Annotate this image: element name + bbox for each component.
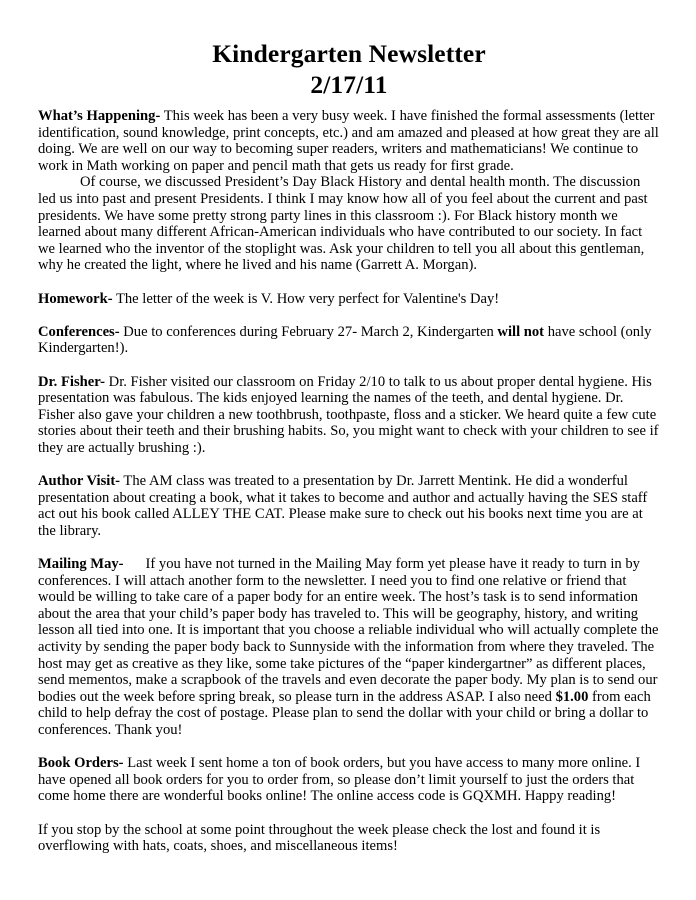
section-whats-happening [38, 108, 660, 174]
section-label-whats-happening: What’s Happening- [38, 108, 161, 124]
section-homework [38, 291, 660, 308]
section-text-mailing-may-part-1: If you have not turned in the Mailing May form yet please have it ready to turn in by conferences. I will attach another form to the newsletter. I need you to find one relative or friend that would be willing to take care of a paper body for an entire week. The host’s task is to send information about the area that your child’s paper body has traveled to. This will be geography, history, and writing lesson all tied into one. It is important that you choose a reliable individual who will actually complete the activity by sending the paper body back to Sunnyside with the information from where they traveled. The host may get as creative as they like, some take pictures of the “paper kindergartner” as different places, send mementos, make a scrapbook of the travels and even decorate the paper body. My plan is to send our bodies out the week before spring break, so please turn in the address ASAP. I also need [38, 556, 659, 705]
section-text-lost-and-found: If you stop by the school at some point throughout the week please check the lost and found it is overflowing with hats, coats, shoes, and miscellaneous items! [38, 821, 601, 855]
section-conferences [38, 324, 660, 357]
section-text-whats-happening: This week has been a very busy week. I have finished the formal assessments (letter identification, sound knowledge, print concepts, etc.) and am amazed and pleased at how great they are all doing. We are well on our way to becoming super readers, writers and mathematicians! We continue to work in Math working on paper and pencil math that gets us ready for first grade. [38, 108, 659, 174]
section-label-mailing-may: Mailing May- [38, 556, 124, 573]
section-text-book-orders: Last week I sent home a ton of book orders, but you have access to many more online. I have opened all book orders for you to order from, so please don’t limit yourself to just the orders that come home there are wonderful books online! The online access code is GQXMH. Happy reading! [38, 755, 641, 805]
document-body [38, 38, 660, 855]
section-author-visit [38, 473, 660, 539]
section-text-conferences-part-2: have school (only Kindergarten!). [38, 323, 652, 357]
section-label-book-orders: Book Orders- [38, 755, 124, 772]
section-text-of-course: Of course, we discussed President’s Day Black History and dental health month. The discussion led us into past and present Presidents. I think I may know how all of you feel about the current and past presidents. We have some pretty strong party lines in this classroom :). For Black history month we learned about many different African-American individuals who have contributed to our society. In fact we learned who the inventor of the stoplight was. Ask your children to tell you all about this gentleman, why he created the light, where he lived and his name (Garrett A. Morgan). [38, 174, 648, 274]
section-text-author-visit: The AM class was treated to a presentation by Dr. Jarrett Mentink. He did a wonderful presentation about creating a book, what it takes to become and author and actually having the SES staff act out his book called ALLEY THE CAT. Please make sure to check out his books next time you are at the library. [38, 473, 648, 539]
page-title [38, 38, 660, 100]
section-text-homework: The letter of the week is V. How very perfect for Valentine's Day! [112, 290, 500, 307]
section-emphasis-will-not: will not [497, 323, 545, 340]
section-text-mailing-may-part-2: from each child to help defray the cost of postage. Please plan to send the dollar with your child or bring a dollar to conferences. Thank you! [38, 688, 651, 738]
section-label-homework: Homework- [38, 290, 113, 307]
section-mailing-may [38, 556, 660, 739]
section-book-orders [38, 755, 660, 805]
section-of-course [38, 174, 660, 274]
section-label-author-visit: Author Visit- [38, 473, 121, 490]
title-line-date: 2/17/11 [310, 70, 388, 99]
title-line-primary: Kindergarten Newsletter [212, 39, 486, 68]
section-label-conferences: Conferences- [38, 323, 120, 340]
section-text-conferences-part-1: Due to conferences during February 27- March 2, Kindergarten [119, 323, 498, 340]
section-text-dr-fisher: Dr. Fisher visited our classroom on Friday 2/10 to talk to us about proper dental hygiene. His presentation was fabulous. The kids enjoyed learning the names of the teeth, and dental hygiene. Dr. Fisher also gave your children a new toothbrush, toothpaste, floss and a sticker. We heard quite a few cute stories about their teeth and their brushing habits. So, you might want to check with your children to see if they are actually brushing :). [38, 373, 659, 456]
section-lost-and-found [38, 822, 660, 855]
newsletter-content [38, 108, 660, 855]
section-label-dr-fisher: Dr. Fisher- [38, 373, 106, 390]
section-emphasis-dollar-amount: $1.00 [555, 688, 589, 705]
section-dr-fisher [38, 374, 660, 457]
